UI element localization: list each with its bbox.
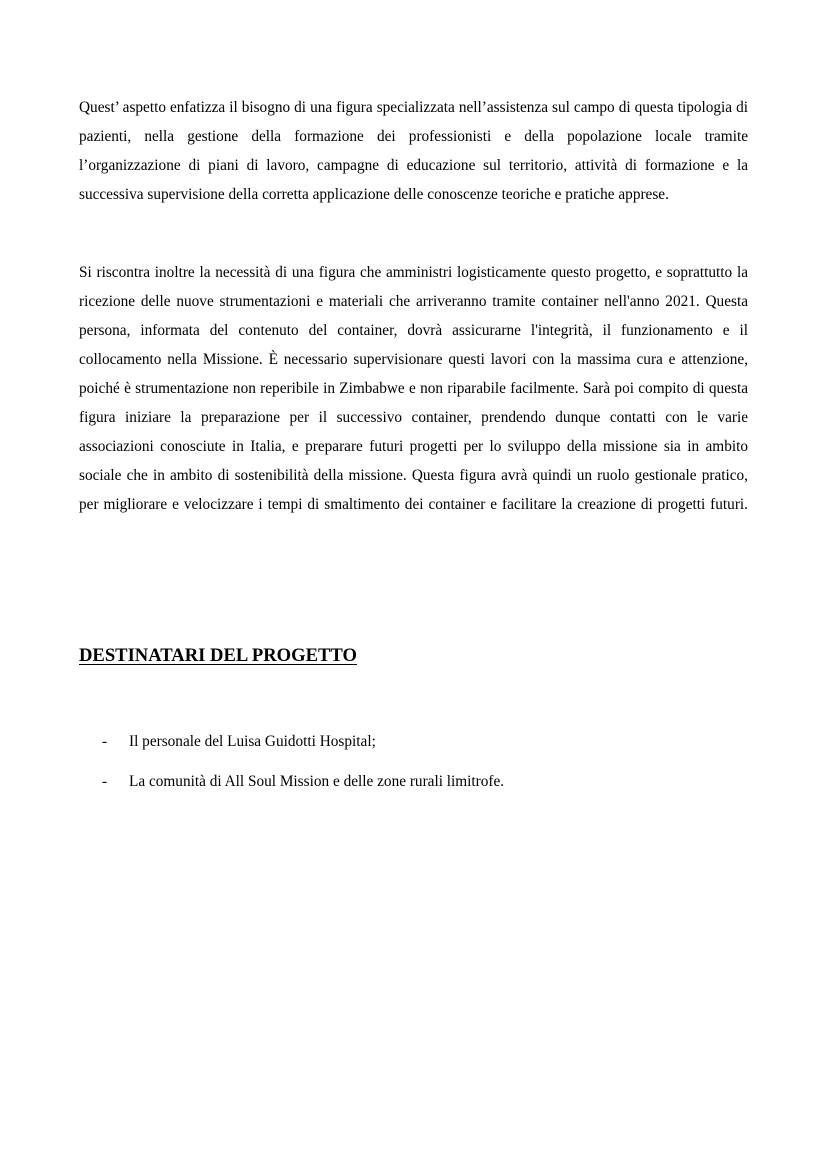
list-item-text: Il personale del Luisa Guidotti Hospital; xyxy=(129,733,376,750)
list-bullet: - xyxy=(102,773,108,790)
list-bullet: - xyxy=(102,733,108,750)
paragraph-1: Quest’ aspetto enfatizza il bisogno di una figura specializzata nell’assistenza sul campo di questa tipologia di pazienti, nella gestione della formazione dei professionisti e della popolazione locale tramite l’organizzazione di piani di lavoro, campagne di educazione sul territorio, attività di formazione e la successiva supervisione della corretta applicazione delle conoscenze teoriche e pratiche apprese. xyxy=(79,99,748,203)
list-item-text: La comunità di All Soul Mission e delle zone rurali limitrofe. xyxy=(129,773,505,790)
recipients-list xyxy=(0,727,827,807)
list-item xyxy=(0,767,827,807)
section-heading: DESTINATARI DEL PROGETTO xyxy=(79,645,357,666)
list-item xyxy=(0,727,827,767)
paragraph-2: Si riscontra inoltre la necessità di una figura che amministri logisticamente questo progetto, e soprattutto la ricezione delle nuove strumentazioni e materiali che arriveranno tramite container nell'anno 2021. Questa persona, informata del contenuto del container, dovrà assicurarne l'integrità, il funzionamento e il collocamento nella Missione. È necessario supervisionare questi lavori con la massima cura e attenzione, poiché è strumentazione non reperibile in Zimbabwe e non riparabile facilmente. Sarà poi compito di questa figura iniziare la preparazione per il successivo container, prendendo dunque contatti con le varie associazioni conosciute in Italia, e preparare futuri progetti per lo sviluppo della missione sia in ambito sociale che in ambito di sostenibilità della missione. Questa figura avrà quindi un ruolo gestionale pratico, per migliorare e velocizzare i tempi di smaltimento dei container e facilitare la creazione di progetti futuri. xyxy=(79,264,748,513)
